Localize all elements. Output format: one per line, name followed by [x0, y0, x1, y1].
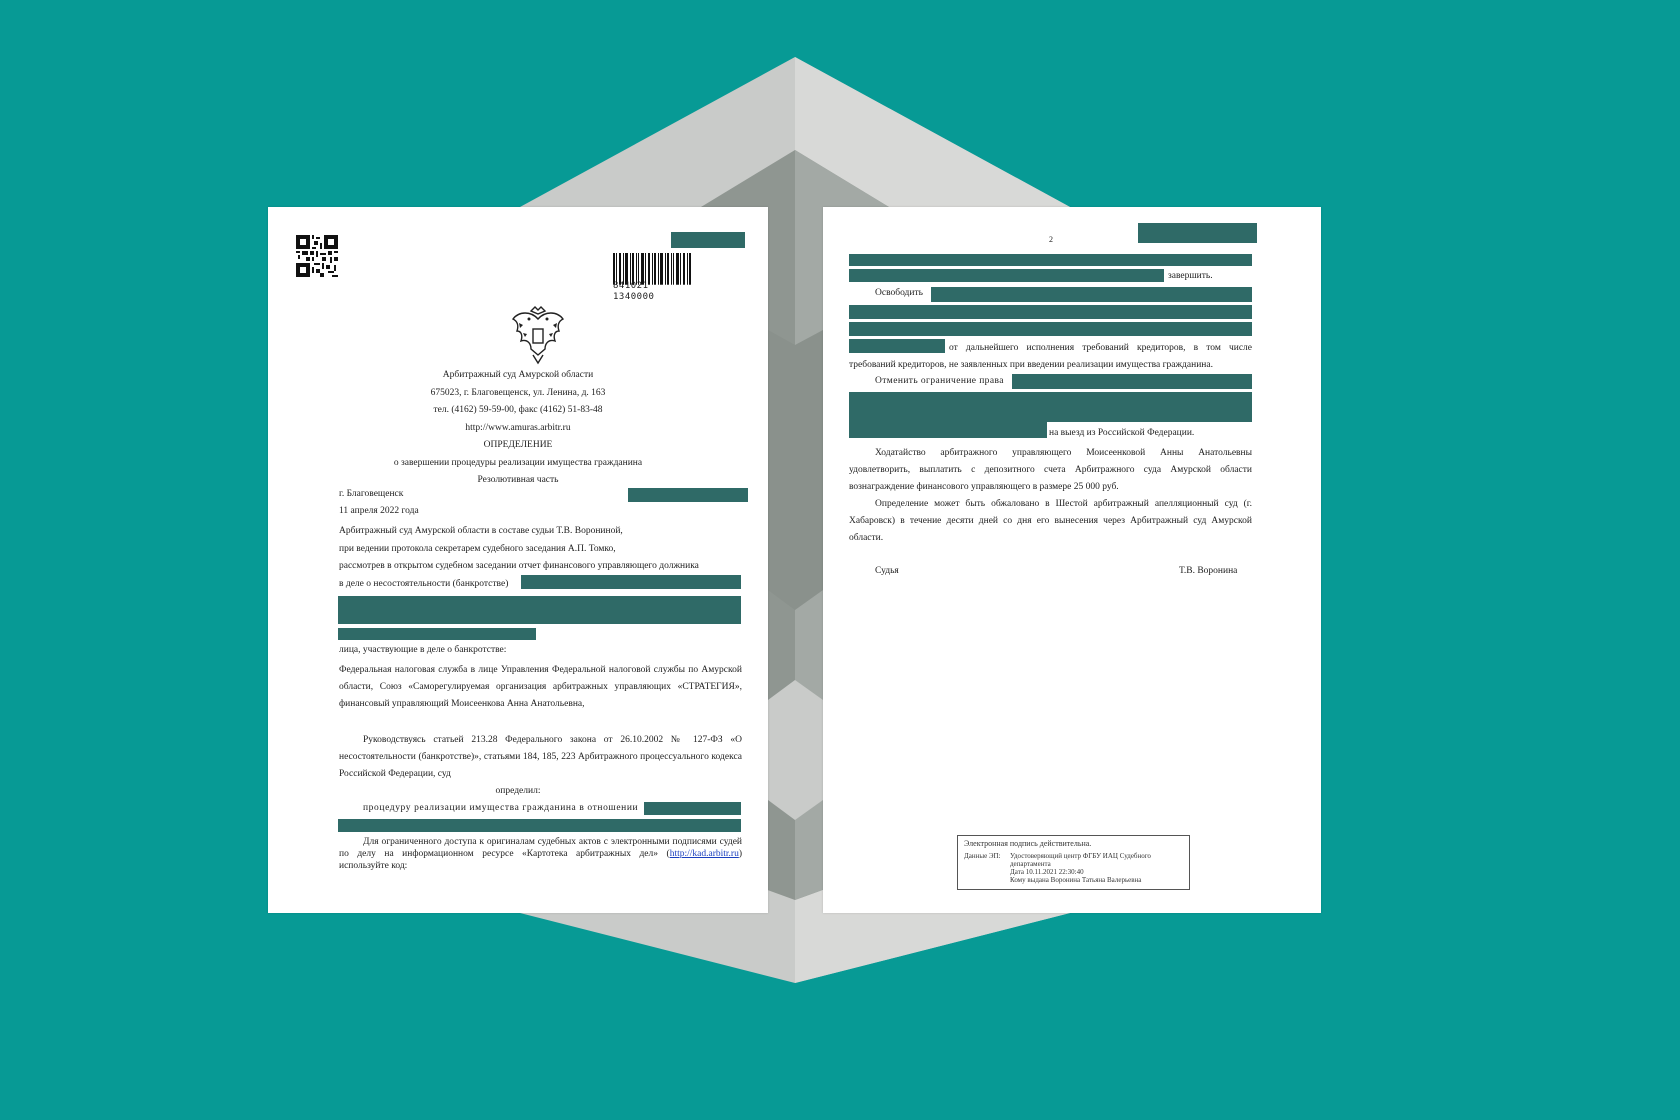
coat-of-arms-icon [509, 305, 567, 365]
participants-text: Федеральная налоговая служба в лице Управления Федеральной налоговой службы по Амурской области, Союз «Саморегулируемая организация арбитражных управляющих «СТРАТЕГИЯ», финансовый управляющий Моисеенкова Анна Анатольевна, [339, 665, 742, 709]
court-website: http://www.amuras.arbitr.ru [465, 422, 571, 433]
procedure-text: процедуру реализации имущества гражданина в отношении [363, 803, 639, 813]
redaction-case-id [628, 488, 748, 502]
access-text-end: ) используйте код: [339, 849, 742, 871]
cancel-label: Отменить ограничение права [875, 376, 1004, 386]
redaction-case-number [671, 232, 745, 248]
bankruptcy-line: в деле о несостоятельности (банкротстве) [339, 578, 509, 589]
redaction-release-line1 [849, 305, 1252, 319]
decided-label: определил: [495, 786, 541, 796]
redaction-debtor-details [338, 596, 741, 624]
complete-word: завершить. [1168, 271, 1213, 281]
redaction-cancel-name [1012, 374, 1252, 389]
appeal-text: Определение может быть обжаловано в Шестой арбитражный апелляционный суд (г. Хабаровск) в течение десяти дней со дня его вынесения через Арбитражный суд Амурской области. [849, 499, 1252, 543]
court-address: 675023, г. Благовещенск, ул. Ленина, д. 163 [430, 387, 606, 398]
decision-date: 11 апреля 2022 года [339, 506, 419, 516]
stamp-owner: Кому выдана Воронина Татьяна Валерьевна [1010, 876, 1142, 885]
page-number: 2 [1049, 235, 1053, 244]
electronic-signature-stamp [957, 835, 1190, 890]
redaction-cancel-line1 [849, 392, 1252, 422]
redaction-p2-line1 [849, 254, 1252, 266]
stamp-data-label: Данные ЭП: [964, 852, 1001, 860]
legal-basis-text: Руководствуясь статьей 213.28 Федерального закона от 26.10.2002 № 127-ФЗ «О несостоятельности (банкротстве)», статьями 184, 185, 223 Арбитражного процессуального кодекса Российской Федерации, суд [339, 735, 742, 779]
stamp-issuer: Удостоверяющий центр ФГБУ ИАЦ Судебного департамента [1010, 852, 1151, 869]
kad-arbitr-link[interactable]: http://kad.arbitr.ru [669, 849, 739, 859]
petition-text: Ходатайство арбитражного управляющего Моисеенковой Анны Анатольевны удовлетворить, выплатить с депозитного счета Арбитражного суда Амурской области вознаграждение финансового управляющего в размере 25 000 руб. [849, 448, 1252, 492]
redaction-header [1138, 223, 1257, 243]
access-text-start: Для ограниченного доступа к оригиналам судебных актов с электронными подписями судей по делу на информационном ресурсе «Картотека арбитражных дел» ( [339, 837, 742, 859]
document-part: Резолютивная часть [477, 475, 559, 485]
composition-line: Арбитражный суд Амурской области в составе судьи Т.В. Ворониной, [339, 526, 623, 536]
access-text [339, 836, 742, 872]
court-phone: тел. (4162) 59-59-00, факс (4162) 51-83-48 [433, 405, 603, 415]
redaction-release-name [931, 287, 1252, 302]
barcode-number: 841021 1340000 [613, 281, 655, 303]
judge-name: Т.В. Воронина [1179, 566, 1238, 576]
release-text: от дальнейшего исполнения требований кредиторов, в том числе требований кредиторов, не заявленных при введении реализации имущества гражданина. [849, 343, 1252, 370]
judge-label: Судья [875, 566, 899, 576]
qr-code-icon [296, 235, 338, 277]
redaction-p2-line2 [849, 269, 1164, 282]
document-subtitle: о завершении процедуры реализации имущества гражданина [393, 457, 643, 468]
redaction-cancel-line2 [849, 422, 1047, 438]
report-line: рассмотрев в открытом судебном заседании отчет финансового управляющего должника [339, 561, 699, 571]
redaction-release-line2 [849, 322, 1252, 336]
participants-label: лица, участвующие в деле о банкротстве: [339, 645, 507, 655]
redaction-debtor-name [521, 575, 741, 589]
court-name: Арбитражный суд Амурской области [442, 370, 594, 380]
redaction-procedure-line [338, 819, 741, 832]
document-title: ОПРЕДЕЛЕНИЕ [483, 440, 553, 450]
redaction-debtor-extra [338, 628, 536, 640]
city: г. Благовещенск [339, 489, 404, 499]
cancel-end: на выезд из Российской Федерации. [1049, 428, 1195, 438]
stamp-date: Дата 10.11.2021 22:30:40 [1010, 868, 1084, 877]
stamp-title: Электронная подпись действительна. [964, 839, 1092, 848]
secretary-line: при ведении протокола секретарем судебного заседания А.П. Томко, [339, 543, 616, 554]
document-page-1 [268, 207, 768, 913]
document-page-2 [823, 207, 1321, 913]
redaction-procedure-subject [644, 802, 741, 815]
release-label: Освободить [875, 288, 923, 298]
